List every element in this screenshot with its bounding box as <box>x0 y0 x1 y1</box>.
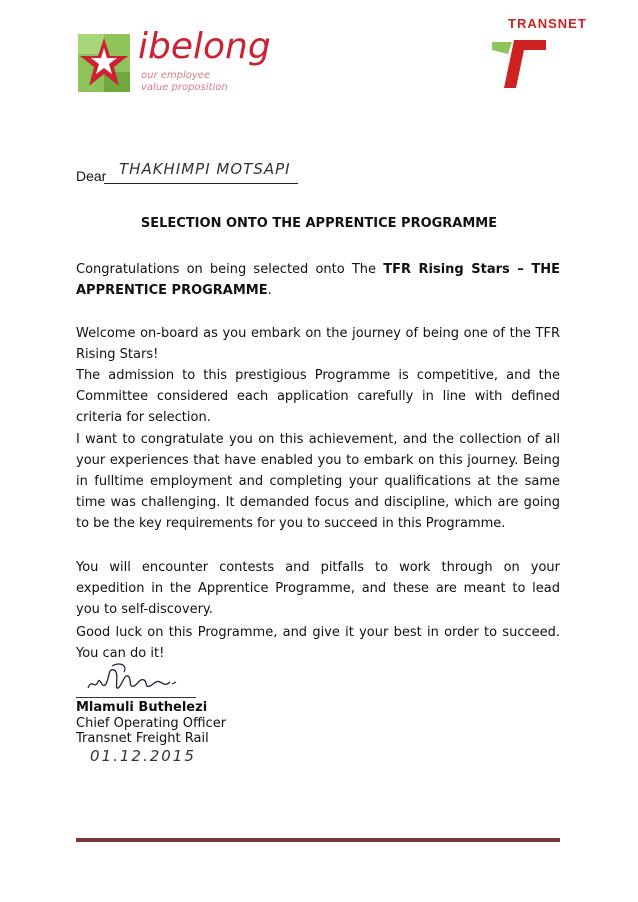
paragraph-admission: The admission to this prestigious Programme is competitive, and the Committee considered each application carefully in line with defined criteria for selection. <box>76 368 560 425</box>
p1-intro: Congratulations on being selected onto The <box>76 262 384 277</box>
ibelong-tagline-line2: value proposition <box>141 82 228 93</box>
handwritten-signature <box>84 660 194 700</box>
signer-name: Mlamuli Buthelezi <box>76 700 208 715</box>
recipient-underline <box>104 183 298 184</box>
salutation-label: Dear <box>76 168 107 184</box>
ibelong-star-icon <box>78 34 130 92</box>
signature-line <box>76 697 196 698</box>
signed-date-handwritten: 01.12.2015 <box>90 747 196 765</box>
paragraph-good-luck: Good luck on this Programme, and give it your best in order to succeed. You can do it! <box>76 625 560 661</box>
salutation <box>76 168 106 184</box>
transnet-wordmark: TRANSNET <box>508 16 587 31</box>
recipient-name-handwritten: THAKHIMPI MOTSAPI <box>119 160 291 178</box>
signer-title: Chief Operating Officer <box>76 716 227 731</box>
ibelong-tagline-line1: our employee <box>141 70 211 81</box>
ibelong-tagline <box>141 70 228 94</box>
transnet-arrow-icon <box>490 38 548 90</box>
programme-name: TFR Rising Stars – THE APPRENTICE PROGRAMME <box>76 262 560 298</box>
paragraph-achievement: I want to congratulate you on this achievement, and the collection of all your experiences that have enabled you to embark on this journey. Being in fulltime employment and completing your qualifications at the same time was challenging. It demanded focus and discipline, which are going to be the key requirements for you to succeed in this Programme. <box>76 432 560 531</box>
paragraph-challenges: You will encounter contests and pitfalls to work through on your expedition in the Apprentice Programme, and these are meant to lead you to self-discovery. <box>76 560 560 617</box>
paragraph-welcome: Welcome on-board as you embark on the journey of being one of the TFR Rising Stars! <box>76 326 560 362</box>
ibelong-wordmark: ibelong <box>138 26 271 67</box>
ibelong-logo <box>78 26 271 98</box>
paragraph-congratulations <box>76 259 560 301</box>
letter-title: SELECTION ONTO THE APPRENTICE PROGRAMME <box>140 216 498 231</box>
signer-organization: Transnet Freight Rail <box>76 731 209 746</box>
p1-end: . <box>267 283 272 298</box>
footer-rule <box>76 838 560 842</box>
